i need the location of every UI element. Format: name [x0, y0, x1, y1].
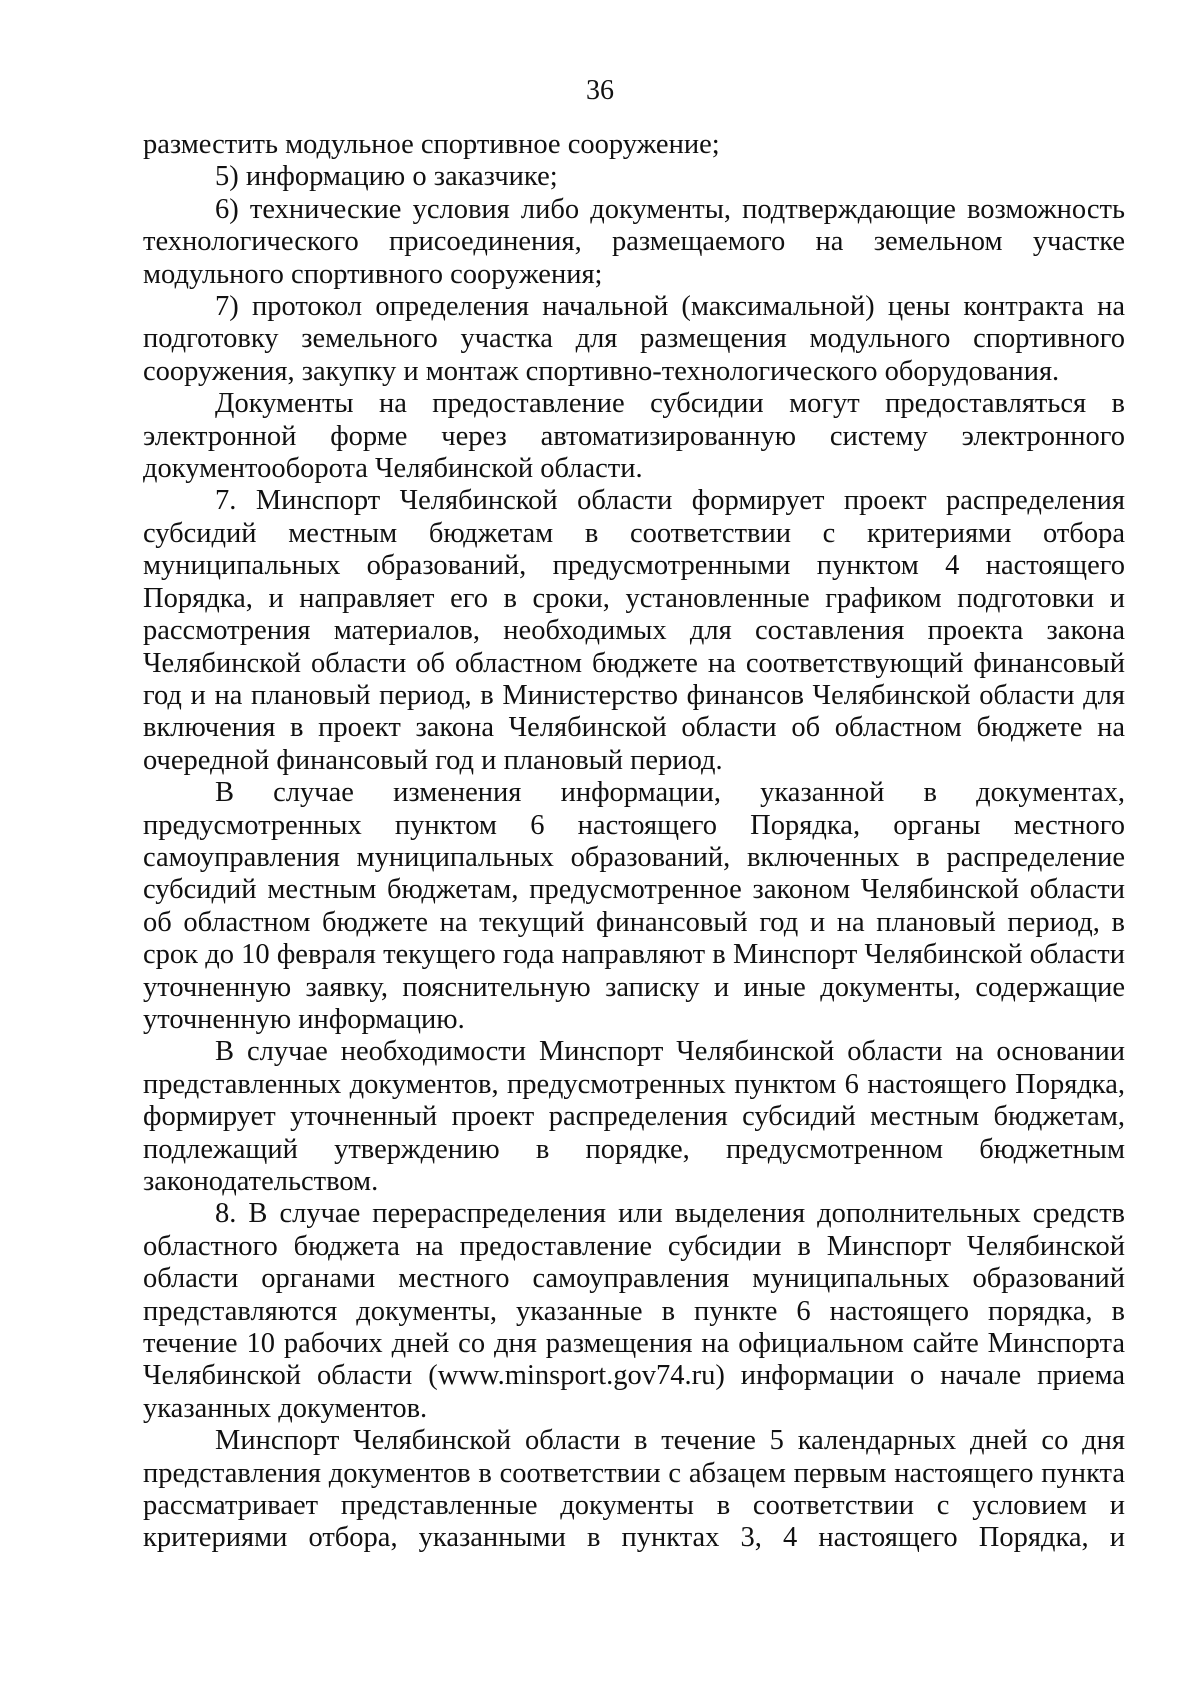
paragraph-refined-project: В случае необходимости Минспорт Челябинской области на основании представленных документов, предусмотренных пунктом 6 настоящего Порядка, формирует уточненный проект распределения субсидий местным бюджетам, подлежащий утверждению в порядке, предусмотренном бюджетным законодательством. [143, 1036, 1125, 1197]
paragraph-review-documents: Минспорт Челябинской области в течение 5 календарных дней со дня представления документов в соответствии с абзацем первым настоящего пункта рассматривает представленные документы в соответствии с условием и критериями отбора, указанными в пунктах 3, 4 настоящего Порядка, и [143, 1425, 1125, 1554]
paragraph-item-5: 5) информацию о заказчике; [215, 161, 558, 193]
paragraph-point-8: 8. В случае перераспределения или выделения дополнительных средств областного бюджета на предоставление субсидии в Минспорт Челябинской области органами местного самоуправления муниципальных образований представляются документы, указанные в пункте 6 настоящего порядка, в течение 10 рабочих дней со дня размещения на официальном сайте Минспорта Челябинской области (www.minsport.gov74.ru) информации о начале приема указанных документов. [143, 1198, 1125, 1424]
page-number: 36 [586, 75, 614, 106]
document-body [143, 129, 1125, 1555]
paragraph-information-change: В случае изменения информации, указанной в документах, предусмотренных пунктом 6 настоящего Порядка, органы местного самоуправления муниципальных образований, включенных в распределение субсидий местным бюджетам, предусмотренное законом Челябинской области об областном бюджете на текущий финансовый год и на плановый период, в срок до 10 февраля текущего года направляют в Минспорт Челябинской области уточненную заявку, пояснительную записку и иные документы, содержащие уточненную информацию. [143, 777, 1125, 1035]
paragraph-point-7: 7. Минспорт Челябинской области формирует проект распределения субсидий местным бюджетам в соответствии с критериями отбора муниципальных образований, предусмотренными пунктом 4 настоящего Порядка, и направляет его в сроки, установленные графиком подготовки и рассмотрения материалов, необходимых для составления проекта закона Челябинской области об областном бюджете на соответствующий финансовый год и на плановый период, в Министерство финансов Челябинской области для включения в проект закона Челябинской области об областном бюджете на очередной финансовый год и плановый период. [143, 485, 1125, 776]
paragraph-electronic-documents: Документы на предоставление субсидии могут предоставляться в электронной форме через автоматизированную систему электронного документооборота Челябинской области. [143, 388, 1125, 485]
paragraph-item-6: 6) технические условия либо документы, подтверждающие возможность технологического присоединения, размещаемого на земельном участке модульного спортивного сооружения; [143, 193, 1125, 290]
paragraph-item-7: 7) протокол определения начальной (максимальной) цены контракта на подготовку земельного участка для размещения модульного спортивного сооружения, закупку и монтаж спортивно-технологического оборудования. [143, 291, 1125, 387]
paragraph-continuation: разместить модульное спортивное сооружение; [143, 129, 720, 160]
